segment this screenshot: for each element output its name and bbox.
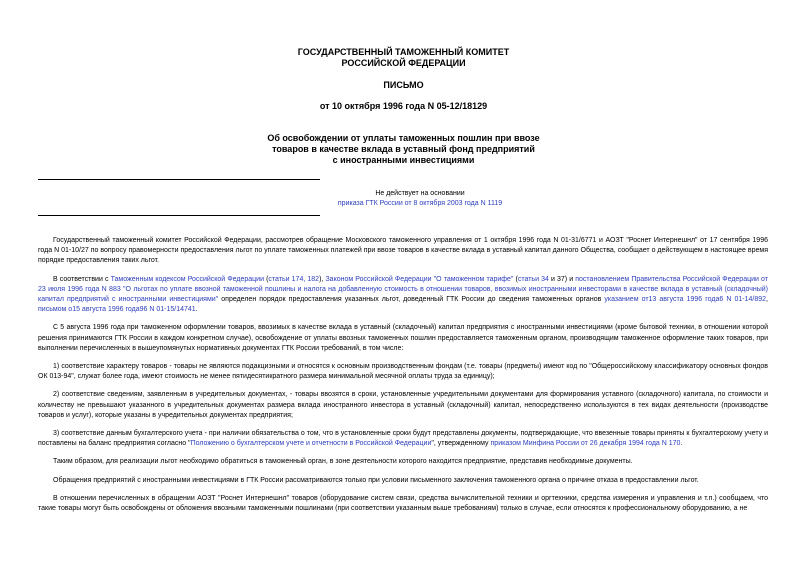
status-notice-link[interactable]: приказа ГТК России от 8 октября 2003 года N 1119	[337, 200, 503, 207]
link-customs-tariff-law[interactable]: Законом Российской Федерации "О таможенном тарифе"	[325, 275, 514, 283]
status-notice	[250, 189, 590, 209]
paragraph-2-text: ),	[319, 275, 326, 283]
paragraph-2-text: определен порядок предоставления указанных льгот, доведенный ГТК России до сведения таможенных органов	[218, 296, 605, 304]
paragraph-2-text: и 37) и	[548, 275, 576, 283]
document-body	[38, 236, 768, 522]
paragraph-5: 2) соответствие сведениям, заявленным в учредительных документах, - товары ввозятся в сроки, установленные учредительными документами для формирования уставного (складочного) капитала, по стоимости и количеству не превышают указанного в учредительных документах размера вклада иностранного инвестора в уставный (складочный) капитал, непосредственно используются в тех видах деятельности (производстве товаров и услуг), которые указаны в учредительных документах предприятия;	[38, 391, 768, 419]
paragraph-2	[38, 275, 768, 316]
status-notice-text: Не действует на основании	[375, 190, 465, 197]
document-header	[0, 47, 807, 69]
document-subject	[0, 133, 807, 166]
link-articles-174-182[interactable]: статьи 174, 182	[268, 275, 320, 283]
subject-line-1: Об освобождении от уплаты таможенных пошлин при ввозе	[267, 133, 540, 143]
link-customs-code[interactable]: Таможенным кодексом Российской Федерации	[110, 275, 264, 283]
paragraph-6-text: ", утвержденному	[431, 440, 491, 448]
paragraph-6-text: 3) соответствие данным бухгалтерского учета - при наличии обязательства о том, что в установленные сроки будут представлены документы, подтверждающие, что ввезенные товары приняты к бухгалтерскому учету и поставлены на баланс предприятия согласно "	[38, 430, 768, 448]
link-letter-14741[interactable]: письмом о15 августа 1996 года96 N 01-15/14741	[38, 306, 196, 314]
divider-top	[38, 179, 320, 180]
paragraph-8: Обращения предприятий с иностранными инвестициями в ГТК России рассматриваются только при условии письменного заключения таможенного органа о причине отказа в предоставлении льгот.	[53, 476, 699, 484]
subject-line-3: с иностранными инвестициями	[332, 155, 475, 165]
paragraph-2-text: .	[195, 306, 198, 314]
subject-line-2: товаров в качестве вклада в уставный фонд предприятий	[272, 144, 535, 154]
paragraph-1: Государственный таможенный комитет Российской Федерации, рассмотрев обращение Московского таможенного управления от 1 октября 1996 года N 01-31/6771 и АОЗТ "Роснет Интернешнл" от 17 сентября 1996 года N 01-10/27 по вопросу правомерности предоставления льгот по уплате таможенных платежей при ввозе товаров в качестве вклада в уставный капитал данного Общества, сообщает о действующем в настоящее время порядке предоставления таких льгот.	[38, 237, 768, 265]
link-article-34[interactable]: статьи 34	[517, 275, 549, 283]
divider-bottom	[38, 215, 320, 216]
paragraph-6	[38, 429, 768, 449]
date-number-text: от 10 октября 1996 года N 05-12/18129	[319, 101, 488, 111]
link-minfin-order-170[interactable]: приказом Минфина России от 26 декабря 1994 года N 170	[490, 440, 681, 448]
issuer-line-1: ГОСУДАРСТВЕННЫЙ ТАМОЖЕННЫЙ КОМИТЕТ	[297, 47, 510, 57]
paragraph-4: 1) соответствие характеру товаров - товары не являются подакцизными и относятся к основным производственным фондам (т.е. товары (предметы) имеют код по "Общероссийскому классификатору основных фондов ОК 013-94", служат более года, имеют стоимость не менее пятидесятикратного размера минимальной месячной оплаты труда за единицу);	[38, 363, 768, 381]
paragraph-2-text: В соответствии с	[53, 275, 111, 283]
issuer-line-2: РОССИЙСКОЙ ФЕДЕРАЦИИ	[341, 58, 466, 68]
document-type	[0, 80, 807, 91]
link-accounting-regulation[interactable]: Положению о бухгалтерском учете и отчетности в Российской Федерации	[190, 440, 432, 448]
paragraph-3: С 5 августа 1996 года при таможенном оформлении товаров, ввозимых в качестве вклада в уставный (складочный) капитал предприятия с иностранными инвестициями (кроме бытовой техники, в отношении которой решения принимаются ГТК России в каждом конкретном случае), освобождение от уплаты ввозных таможенных пошлин предоставляется таможенным органом, производящим таможенное оформление таких товаров, при выполнении перечисленных в вышеупомянутых нормативных документах ГТК России требований, в том числе:	[38, 324, 768, 352]
link-government-resolution-883[interactable]: постановлением Правительства Российской Федерации от 23 июля 1996 года N 883 "О льготах по уплате ввозной таможенной пошлины и налога на добавленную стоимость в отношении товаров, ввозимых иностранными инвесторами в качестве вклада в уставный (складочный) капитал предприятий с иностранными инвестициями"	[38, 275, 768, 304]
paragraph-2-text: ,	[766, 296, 768, 304]
document-date-number	[0, 101, 807, 112]
document-type-label: ПИСЬМО	[383, 80, 424, 90]
paragraph-6-text: .	[680, 440, 683, 448]
link-instruction-892[interactable]: указанием от13 августа 1996 года6 N 01-14/892	[604, 296, 767, 304]
paragraph-2-text: (	[513, 275, 518, 283]
paragraph-7: Таким образом, для реализации льгот необходимо обратиться в таможенный орган, в зоне деятельности которого находится предприятие, представив необходимые документы.	[53, 458, 633, 466]
paragraph-2-text: (	[263, 275, 269, 283]
paragraph-9: В отношении перечисленных в обращении АОЗТ "Роснет Интернешнл" товаров (оборудование систем связи, средства вычислительной техники и оргтехники, средства измерения и управления и т.п.) сообщаем, что такие товары могут быть освобождены от обложения ввозными таможенными пошлинами (при соответствии указанным выше требованиям) только в случае, если относятся к профессиональному оборудованию, а не	[38, 494, 768, 513]
